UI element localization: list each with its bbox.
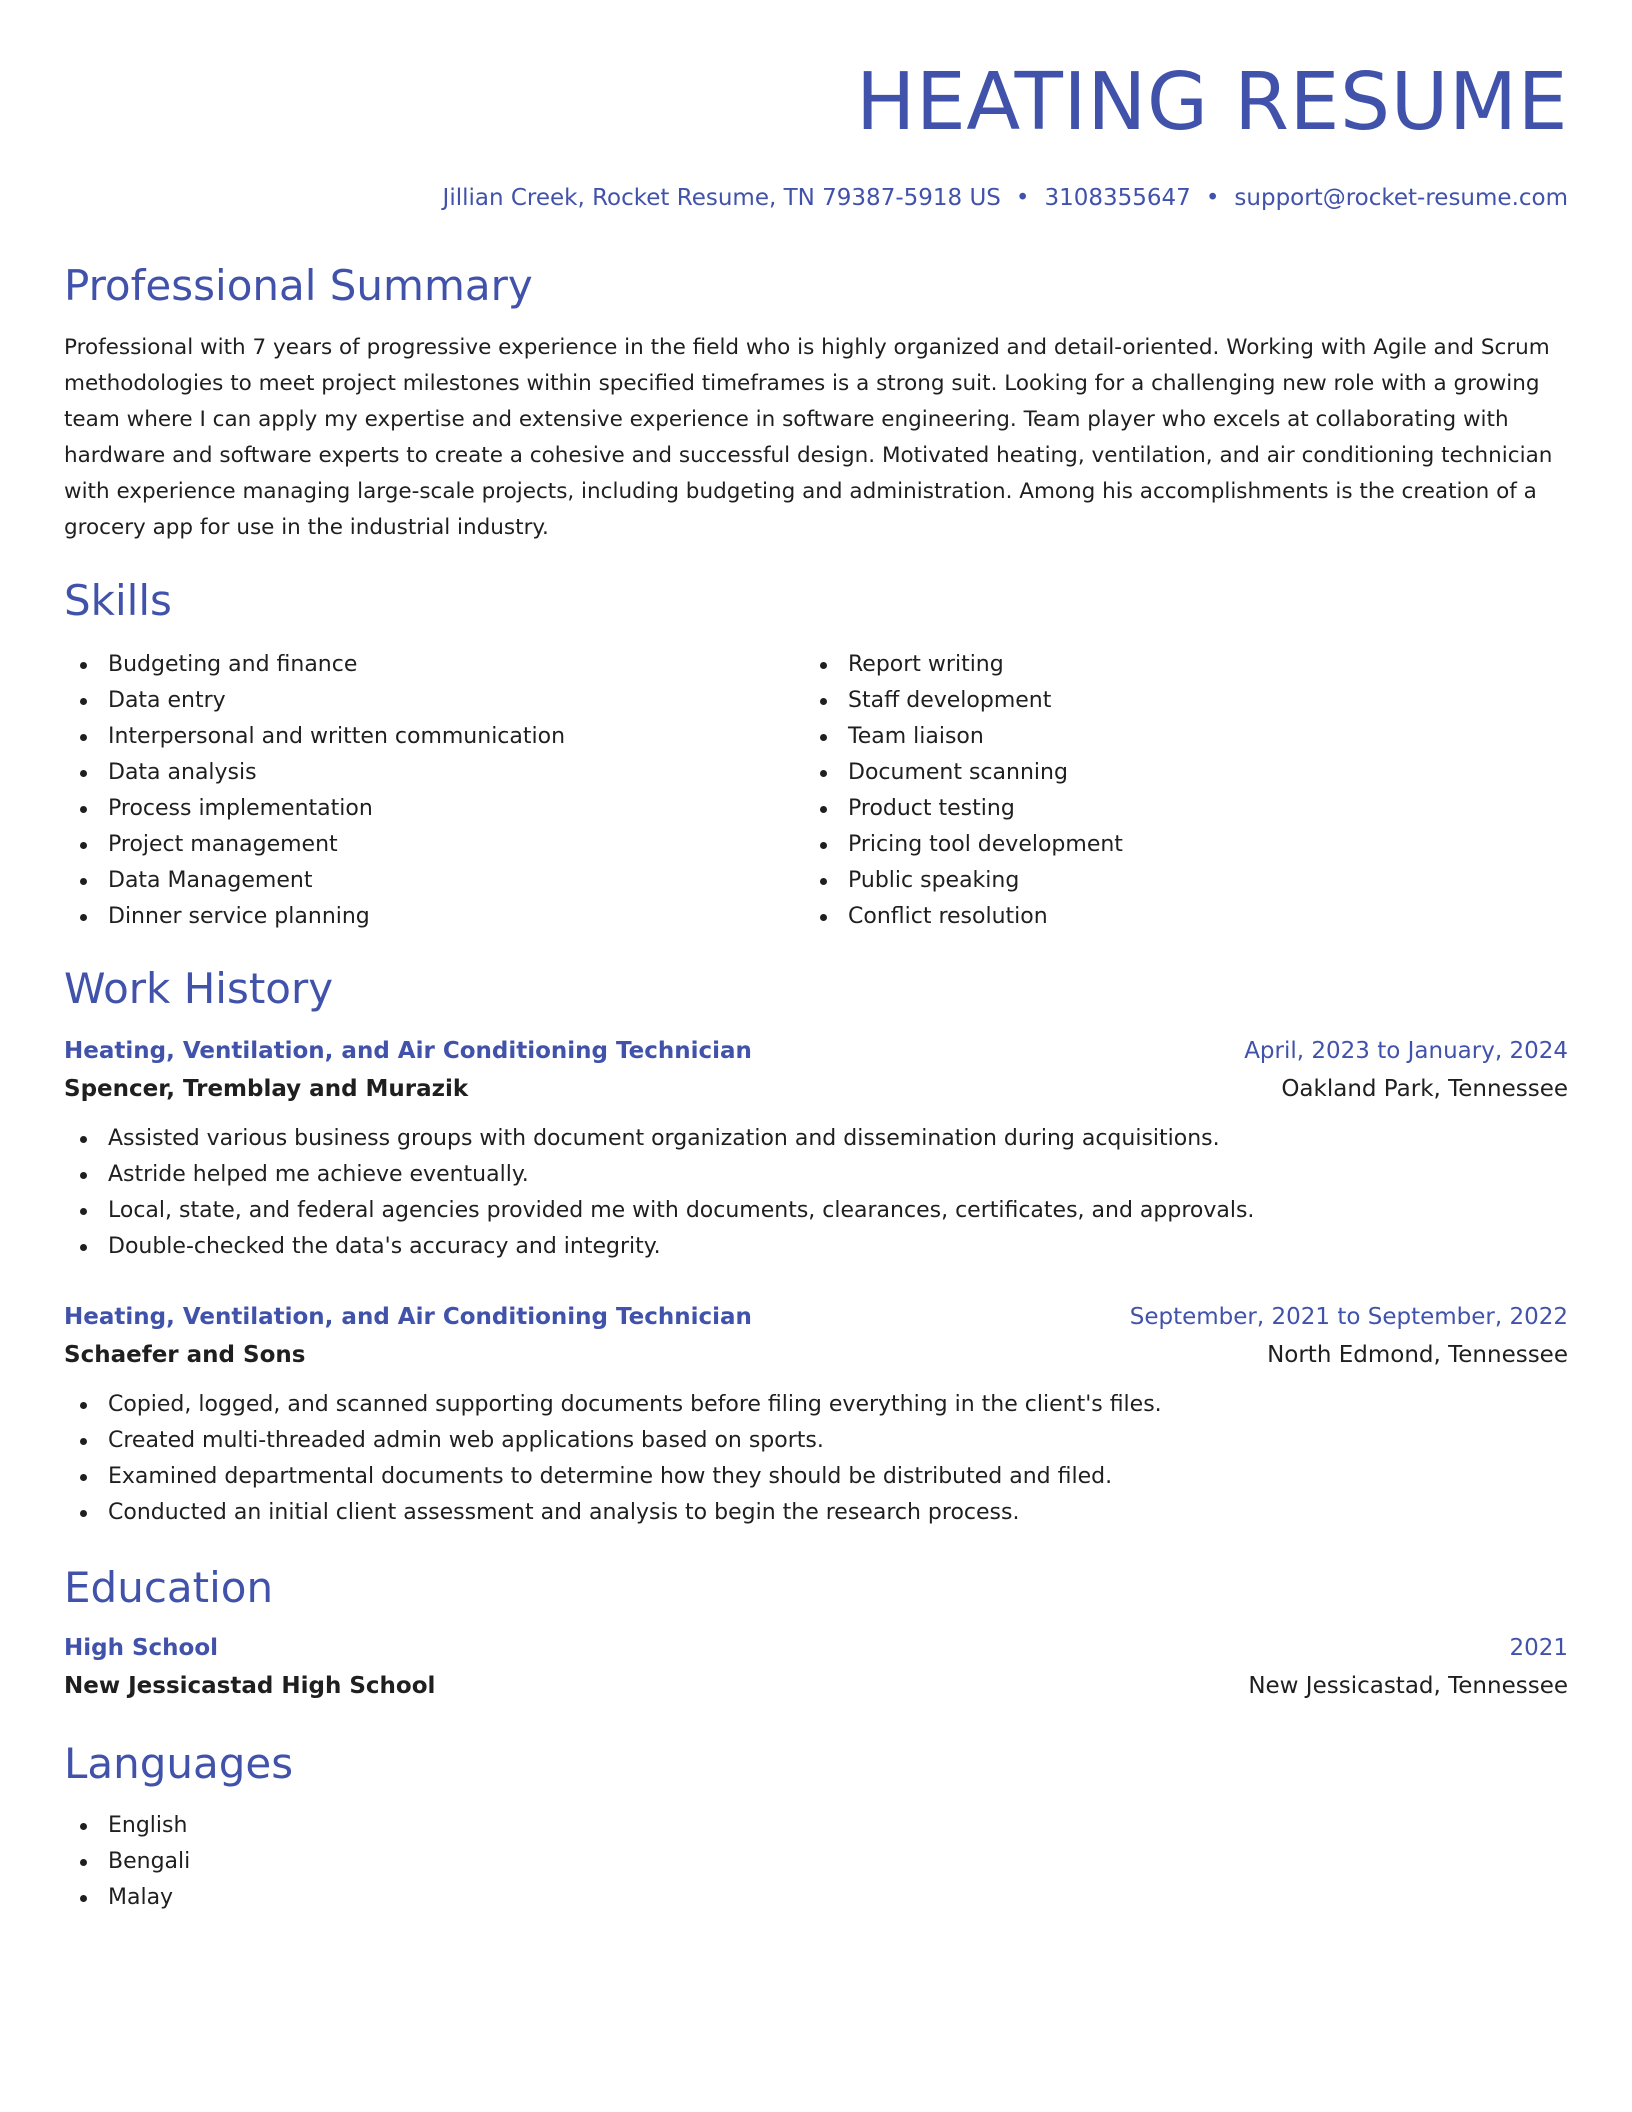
skill-item: Pricing tool development bbox=[804, 827, 1544, 863]
summary-text: Professional with 7 years of progressive experience in the field who is highly organized and detail-oriented. Working with Agile and Scrum methodologies to meet project milestones within specified timeframes is a strong suit. Looking for a challenging new role with a growing team where I can apply my expertise and extensive experience in software engineering. Team player who excels at collaborating with hardware and software experts to create a cohesive and successful design. Motivated heating, ventilation, and air conditioning technician with experience managing large-scale projects, including budgeting and administration. Among his accomplishments is the creation of a grocery app for use in the industrial industry. bbox=[64, 335, 1553, 540]
education-location: New Jessicastad, Tennessee bbox=[1248, 1673, 1568, 1699]
job-employer: Spencer, Tremblay and Murazik bbox=[64, 1076, 469, 1102]
skill-item: Project management bbox=[64, 827, 804, 863]
education-degree: High School bbox=[64, 1635, 219, 1661]
skills-heading: Skills bbox=[64, 576, 172, 625]
education-year: 2021 bbox=[1509, 1635, 1568, 1661]
language-item: English bbox=[64, 1808, 1568, 1844]
job-location: Oakland Park, Tennessee bbox=[1281, 1076, 1568, 1102]
job-title-row bbox=[64, 1299, 1568, 1335]
languages-list bbox=[64, 1808, 1568, 1916]
job-title: Heating, Ventilation, and Air Conditioning Technician bbox=[64, 1304, 752, 1330]
languages-heading: Languages bbox=[64, 1739, 294, 1788]
job-title-row bbox=[64, 1033, 1568, 1069]
skill-item: Data Management bbox=[64, 863, 804, 899]
skill-item: Dinner service planning bbox=[64, 899, 804, 935]
job-bullet: Examined departmental documents to determine how they should be distributed and filed. bbox=[64, 1459, 1568, 1495]
contact-phone[interactable]: 3108355647 bbox=[1044, 185, 1191, 211]
skills-list bbox=[64, 647, 1568, 935]
education-degree-row bbox=[64, 1630, 1568, 1666]
job-entry bbox=[64, 1033, 1568, 1265]
education-school: New Jessicastad High School bbox=[64, 1673, 436, 1699]
job-location: North Edmond, Tennessee bbox=[1267, 1342, 1568, 1368]
job-entry bbox=[64, 1299, 1568, 1531]
education-school-row bbox=[64, 1666, 1568, 1706]
skill-item: Document scanning bbox=[804, 755, 1544, 791]
job-dates: September, 2021 to September, 2022 bbox=[1129, 1304, 1568, 1330]
job-bullet: Double-checked the data's accuracy and integrity. bbox=[64, 1229, 1568, 1265]
job-employer: Schaefer and Sons bbox=[64, 1342, 306, 1368]
skill-item: Conflict resolution bbox=[804, 899, 1544, 935]
job-title: Heating, Ventilation, and Air Conditioning Technician bbox=[64, 1038, 752, 1064]
skill-item: Budgeting and finance bbox=[64, 647, 804, 683]
skill-item: Interpersonal and written communication bbox=[64, 719, 804, 755]
skill-item: Process implementation bbox=[64, 791, 804, 827]
contact-line bbox=[64, 182, 1568, 214]
job-dates: April, 2023 to January, 2024 bbox=[1244, 1038, 1568, 1064]
skills-column-right bbox=[804, 647, 1544, 935]
job-bullet: Copied, logged, and scanned supporting documents before filing everything in the client's files. bbox=[64, 1387, 1568, 1423]
contact-separator: • bbox=[1015, 185, 1030, 211]
education-entry bbox=[64, 1630, 1568, 1706]
language-item: Malay bbox=[64, 1880, 1568, 1916]
skill-item: Data analysis bbox=[64, 755, 804, 791]
resume-header bbox=[64, 0, 1568, 214]
contact-address: Jillian Creek, Rocket Resume, TN 79387-5918 US bbox=[442, 185, 1001, 211]
education-heading: Education bbox=[64, 1563, 274, 1612]
job-bullet: Conducted an initial client assessment and analysis to begin the research process. bbox=[64, 1495, 1568, 1531]
language-item: Bengali bbox=[64, 1844, 1568, 1880]
skill-item: Product testing bbox=[804, 791, 1544, 827]
job-bullets bbox=[64, 1387, 1568, 1531]
job-bullet: Assisted various business groups with document organization and dissemination during acquisitions. bbox=[64, 1121, 1568, 1157]
job-employer-row bbox=[64, 1069, 1568, 1109]
work-history-heading: Work History bbox=[64, 964, 334, 1013]
skill-item: Public speaking bbox=[804, 863, 1544, 899]
job-employer-row bbox=[64, 1335, 1568, 1375]
skill-item: Team liaison bbox=[804, 719, 1544, 755]
job-bullet: Astride helped me achieve eventually. bbox=[64, 1157, 1568, 1193]
summary-heading: Professional Summary bbox=[64, 261, 533, 310]
candidate-name: HEATING RESUME bbox=[855, 56, 1568, 148]
skill-item: Report writing bbox=[804, 647, 1544, 683]
skills-column-left bbox=[64, 647, 804, 935]
job-bullet: Created multi-threaded admin web applications based on sports. bbox=[64, 1423, 1568, 1459]
contact-email[interactable]: support@rocket-resume.com bbox=[1234, 185, 1568, 211]
skill-item: Data entry bbox=[64, 683, 804, 719]
job-bullet: Local, state, and federal agencies provided me with documents, clearances, certificates, and approvals. bbox=[64, 1193, 1568, 1229]
job-bullets bbox=[64, 1121, 1568, 1265]
contact-separator: • bbox=[1205, 185, 1220, 211]
skill-item: Staff development bbox=[804, 683, 1544, 719]
